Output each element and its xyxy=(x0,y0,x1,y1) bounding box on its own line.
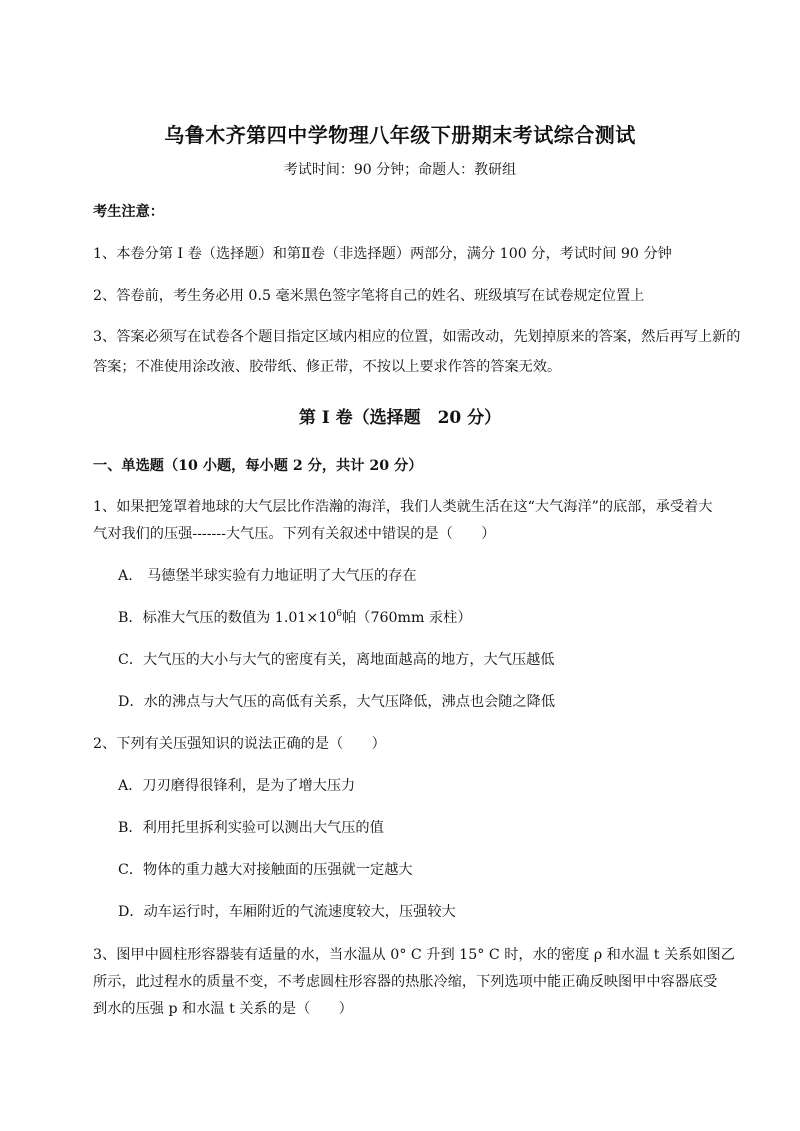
question-2-option-d: D．动车运行时，车厢附近的气流速度较大，压强较大 xyxy=(118,904,456,920)
question-3-stem-line2: 所示，此过程水的质量不变，不考虑圆柱形容器的热胀冷缩，下列选项中能正确反映图甲中容器底受 xyxy=(93,974,718,990)
notice-item-1: 1、本卷分第 I 卷（选择题）和第Ⅱ卷（非选择题）两部分，满分 100 分，考试时间 90 分钟 xyxy=(93,246,672,262)
exam-info: 考试时间：90 分钟；命题人：教研组 xyxy=(283,162,517,178)
question-1-stem-line1: 1、如果把笼罩着地球的大气层比作浩瀚的海洋，我们人类就生活在这“大气海洋”的底部，承受着大 xyxy=(93,499,713,515)
question-2-option-b: B．利用托里拆利实验可以测出大气压的值 xyxy=(118,820,384,836)
page-title: 乌鲁木齐第四中学物理八年级下册期末考试综合测试 xyxy=(164,123,636,147)
question-3-stem-line3: 到水的压强 p 和水温 t 关系的是（ ） xyxy=(93,1001,353,1017)
question-2-option-c: C．物体的重力越大对接触面的压强就一定越大 xyxy=(118,862,413,878)
question-1-option-a: A. 马德堡半球实验有力地证明了大气压的存在 xyxy=(118,568,417,584)
question-1-stem-line2: 气对我们的压强-------大气压。下列有关叙述中错误的是（ ） xyxy=(93,526,496,542)
notice-item-2: 2、答卷前，考生务必用 0.5 毫米黑色签字笔将自己的姓名、班级填写在试卷规定位置上 xyxy=(93,288,645,304)
section-heading: 一、单选题（10 小题，每小题 2 分，共计 20 分） xyxy=(93,458,423,474)
notice-heading: 考生注意： xyxy=(93,204,164,220)
notice-item-3: 3、答案必须写在试卷各个题目指定区域内相应的位置，如需改动，先划掉原来的答案，然后再写上新的答案；不准使用涂改液、胶带纸、修正带，不按以上要求作答的答案无效。 xyxy=(93,329,741,375)
question-2-stem: 2、下列有关压强知识的说法正确的是（ ） xyxy=(93,736,386,752)
question-1-option-d: D．水的沸点与大气压的高低有关系，大气压降低，沸点也会随之降低 xyxy=(118,694,556,710)
part1-title: 第 I 卷（选择题 20 分） xyxy=(298,408,502,428)
question-3-stem-line1: 3、图甲中圆柱形容器装有适量的水，当水温从 0° C 升到 15° C 时，水的密度 ρ 和水温 t 关系如图乙 xyxy=(93,947,735,963)
question-1-option-c: C．大气压的大小与大气的密度有关，离地面越高的地方，大气压越低 xyxy=(118,652,555,668)
question-2-option-a: A．刀刃磨得很锋利，是为了增大压力 xyxy=(118,778,356,794)
question-1-option-b: B．标准大气压的数值为 $1.01\times 10^6$帕（760mm 汞柱） xyxy=(118,609,472,626)
